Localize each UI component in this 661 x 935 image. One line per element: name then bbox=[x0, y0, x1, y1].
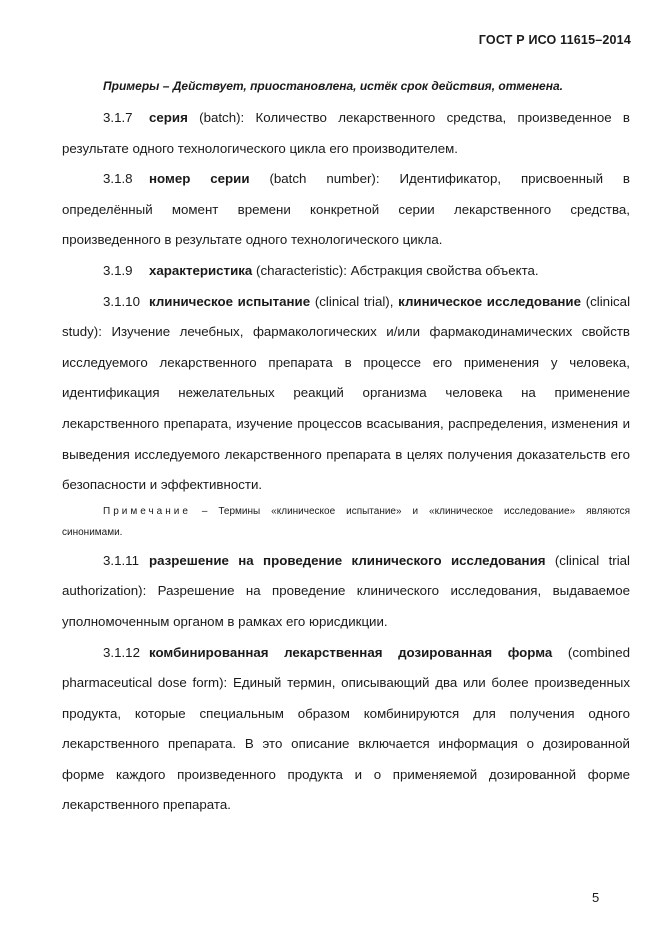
entry-term: комбинированная лекарственная дозированная форма bbox=[149, 644, 553, 660]
entry-term-en: (characteristic): bbox=[256, 262, 347, 278]
document-body bbox=[62, 76, 630, 821]
note-line1 bbox=[62, 498, 630, 525]
entry-3-1-7-line1 bbox=[62, 103, 630, 134]
entry-3-1-12-line: форме каждого произведенного продукта и о применяемой дозированной форме bbox=[62, 766, 630, 782]
entry-3-1-12-line1 bbox=[62, 638, 630, 669]
entry-3-1-9-line1 bbox=[62, 256, 630, 287]
entry-3-1-10-line: идентификация нежелательных реакций организма человека на применение bbox=[62, 385, 630, 401]
examples-line: Примеры – Действует, приостановлена, истёк срок действия, отменена. bbox=[103, 79, 563, 93]
note-label: Примечание bbox=[103, 505, 191, 517]
entry-number: 3.1.11 bbox=[103, 552, 139, 568]
entry-definition: Абстракция свойства объекта. bbox=[350, 262, 539, 278]
entry-3-1-8-line2: определённый момент времени конкретной серии лекарственного средства, bbox=[62, 201, 630, 217]
document-header: ГОСТ Р ИСО 11615–2014 bbox=[478, 33, 631, 47]
entry-term: серия bbox=[149, 110, 188, 125]
entry-number: 3.1.9 bbox=[103, 262, 133, 278]
entry-3-1-10-line: study): Изучение лечебных, фармакологических и/или фармакодинамических свойств bbox=[62, 324, 630, 340]
entry-term-en: (batch number): bbox=[269, 171, 380, 187]
entry-3-1-8-line1 bbox=[62, 164, 630, 195]
entry-3-1-10-line: лекарственного препарата, изучение процессов всасывания, распределения, изменения и bbox=[62, 415, 630, 431]
entry-number: 3.1.8 bbox=[103, 171, 133, 187]
entry-term-en-2: (clinical bbox=[585, 293, 631, 309]
entry-term: номер серии bbox=[149, 171, 250, 187]
entry-term-en: (clinical trial bbox=[554, 552, 630, 568]
entry-term: разрешение на проведение клинического исследования bbox=[149, 552, 546, 568]
entry-term-2: клиническое исследование bbox=[398, 293, 581, 309]
note-text: – Термины «клиническое испытание» и «клиническое исследование» являются bbox=[201, 505, 630, 517]
entry-3-1-10-line: выведения исследуемого лекарственного препарата в целях получения доказательств его bbox=[62, 446, 630, 462]
entry-definition: Идентификатор, присвоенный в bbox=[399, 171, 630, 187]
note-line2: синонимами. bbox=[62, 526, 123, 538]
entry-number: 3.1.7 bbox=[103, 110, 133, 125]
entry-term: клиническое испытание bbox=[149, 293, 311, 309]
entry-term-en: (batch): bbox=[199, 110, 245, 125]
entry-3-1-12-rest: лекарственного препарата. bbox=[62, 797, 231, 813]
entry-3-1-12-line: pharmaceutical dose form): Единый термин, описывающий два или более произведенных bbox=[62, 675, 630, 691]
page-number: 5 bbox=[592, 890, 600, 905]
entry-3-1-12-line: продукта, которые специальным образом комбинируются для получения одного bbox=[62, 705, 630, 721]
entry-3-1-10-line: исследуемого лекарственного препарата в процессе его применения у человека, bbox=[62, 354, 630, 370]
entry-number: 3.1.10 bbox=[103, 293, 140, 309]
entry-3-1-11-rest: уполномоченным органом в рамках его юрисдикции. bbox=[62, 613, 388, 629]
entry-definition: Количество лекарственного средства, произведенное в bbox=[255, 110, 631, 125]
entry-3-1-12-line: лекарственного препарата. В это описание включается информация о дозированной bbox=[62, 736, 630, 752]
entry-number: 3.1.12 bbox=[103, 644, 140, 660]
entry-term-en: (clinical trial), bbox=[314, 293, 394, 309]
entry-term: характеристика bbox=[149, 262, 253, 278]
entry-3-1-10-rest: безопасности и эффективности. bbox=[62, 477, 263, 493]
entry-3-1-11-line1 bbox=[62, 546, 630, 577]
entry-3-1-11-line: authorization): Разрешение на проведение клинического исследования, выдаваемое bbox=[62, 583, 630, 599]
entry-term-en: (combined bbox=[567, 644, 630, 660]
entry-3-1-10-line1 bbox=[62, 287, 630, 318]
entry-3-1-7-rest: результате одного технологического цикла его производителем. bbox=[62, 140, 458, 156]
entry-3-1-8-rest: произведенного в результате одного технологического цикла. bbox=[62, 232, 443, 248]
